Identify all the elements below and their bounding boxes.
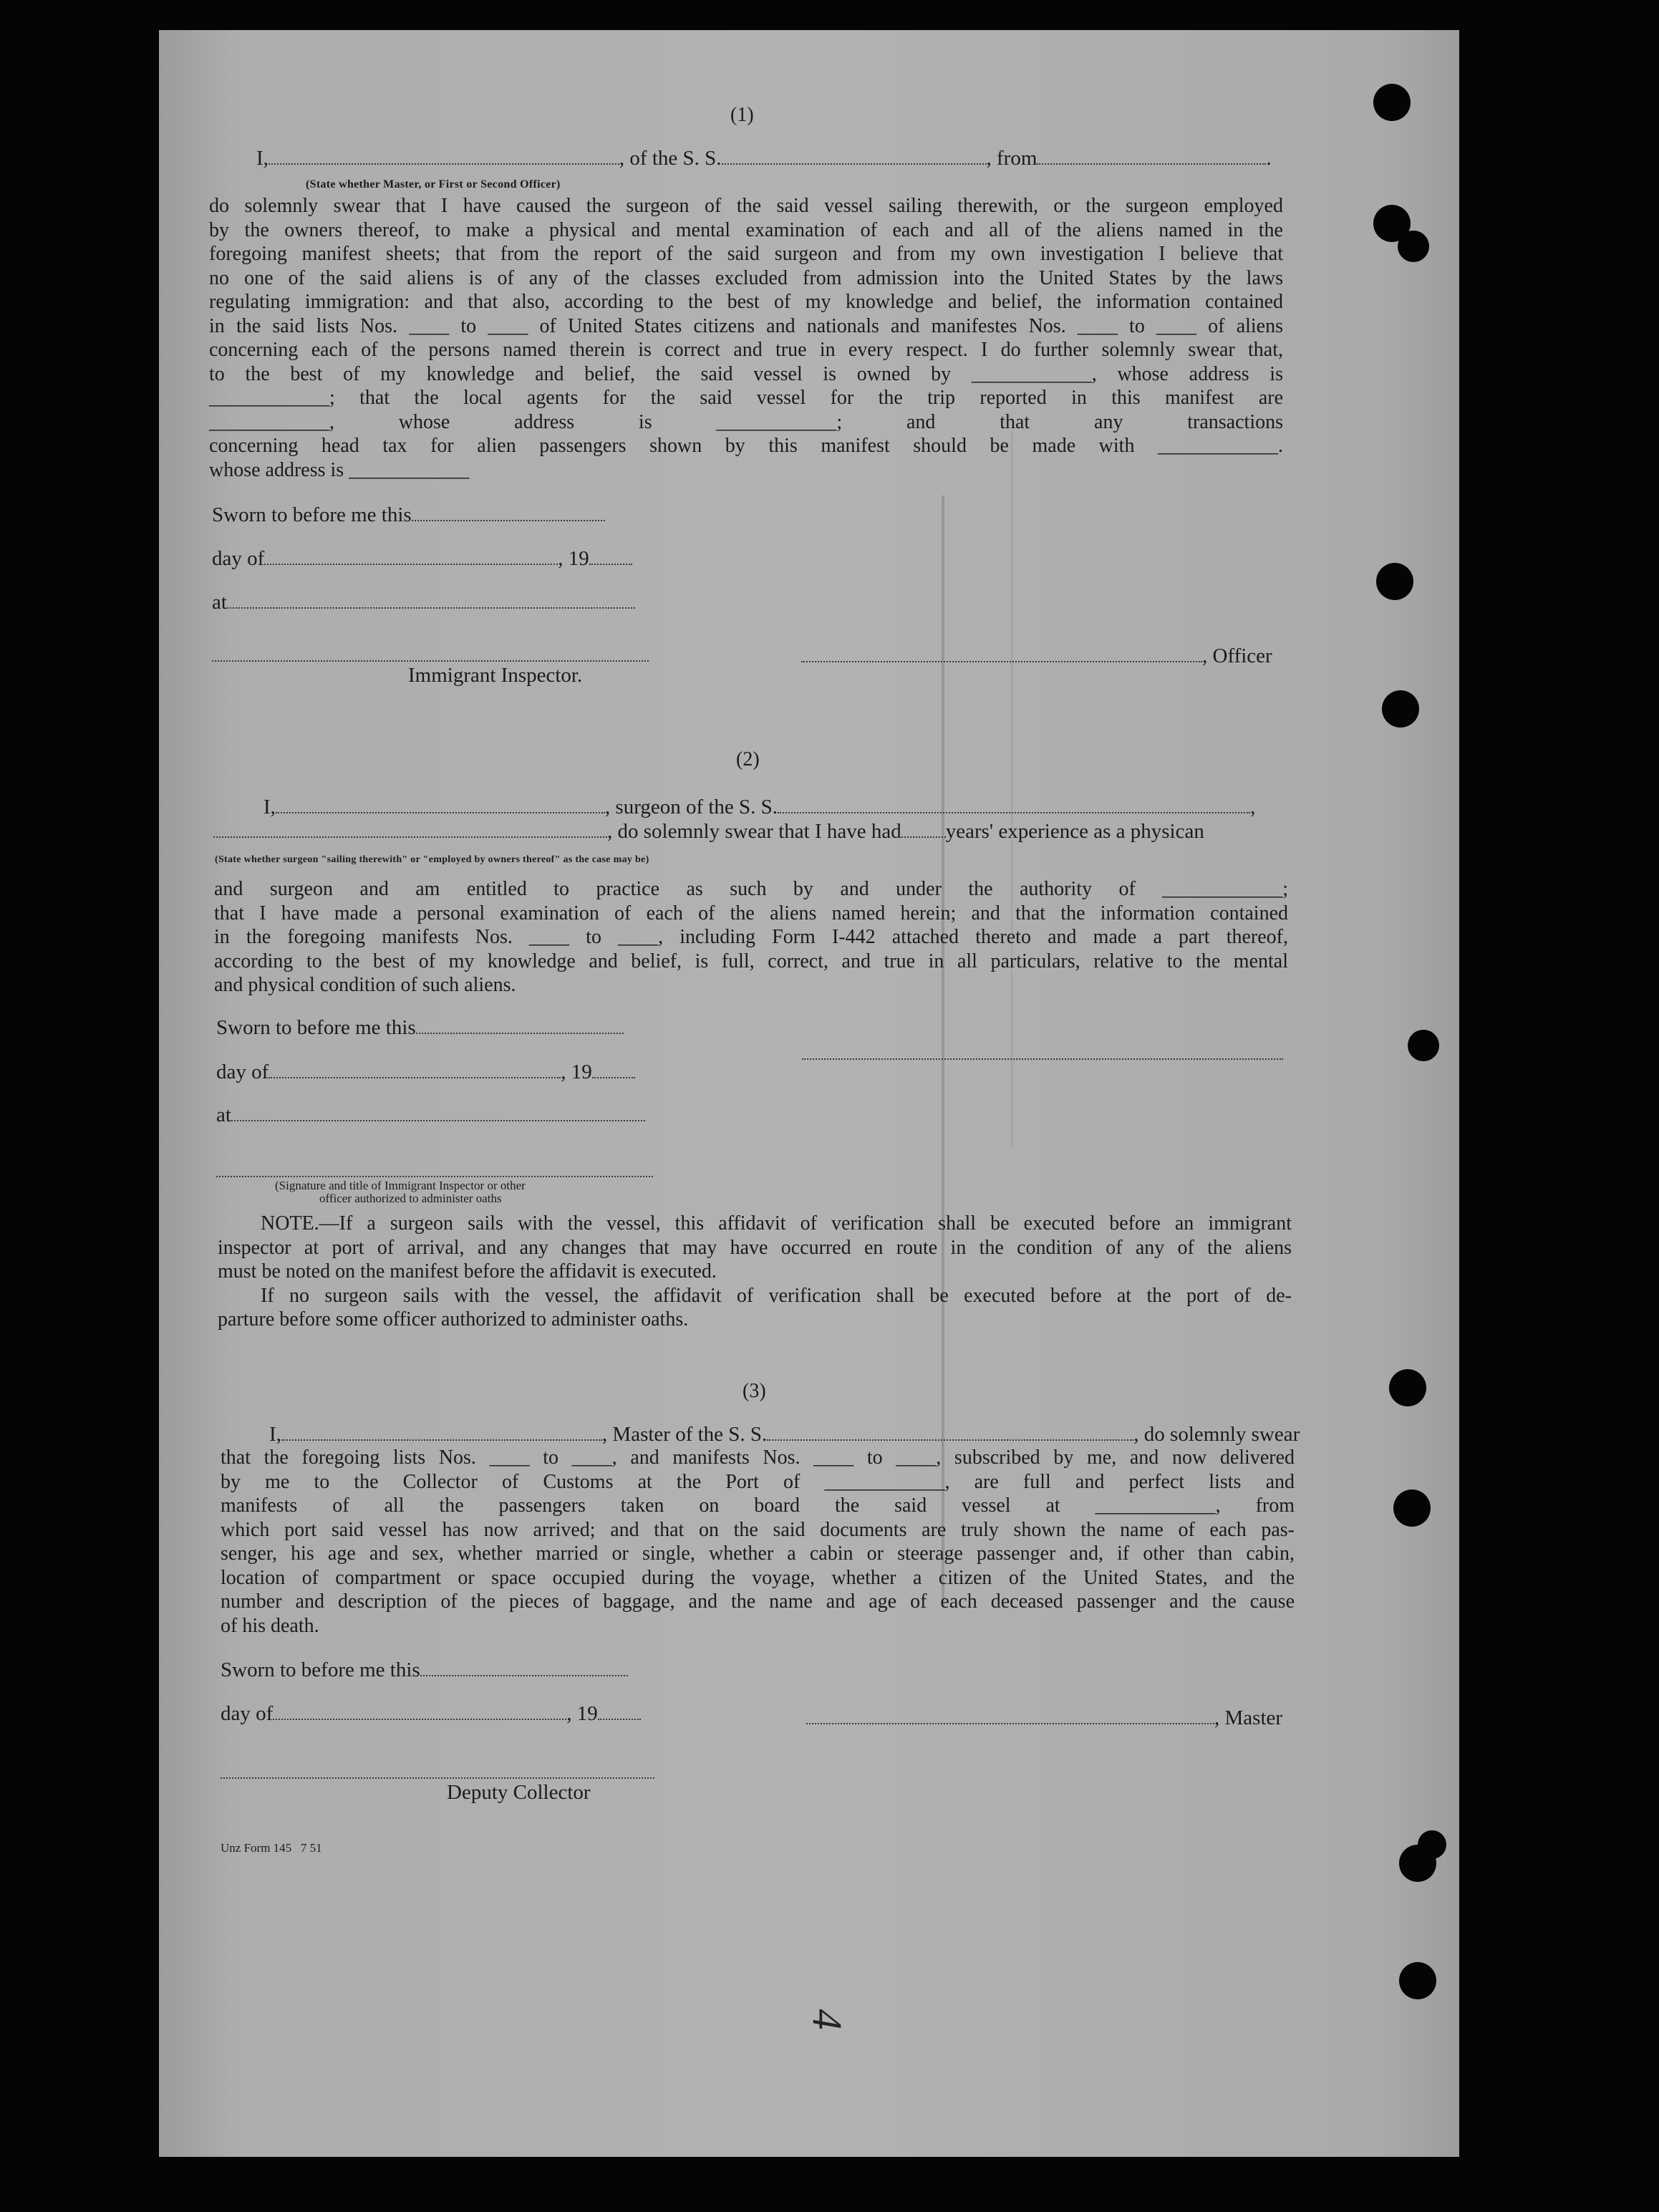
pronoun-i: I,	[256, 147, 269, 170]
section-3-number: (3)	[743, 1380, 766, 1402]
month-field[interactable]	[273, 1703, 566, 1720]
day-of-line	[212, 546, 632, 571]
master-signature-field[interactable]	[806, 1707, 1214, 1724]
month-field[interactable]	[269, 1061, 561, 1078]
paragraph-line: in the foregoing manifests Nos. ____ to ____, including Form I-442 attached thereto and made a part thereof,	[214, 926, 1288, 948]
master-signature	[806, 1706, 1282, 1730]
year-prefix: , 19	[561, 1061, 592, 1083]
paragraph-line: regulating immigration: and that also, according to the best of my knowledge and belief, the information contained	[209, 291, 1283, 313]
punch-hole	[1408, 1030, 1439, 1061]
officer-signature-field[interactable]	[801, 645, 1202, 662]
sworn-text: Sworn to before me this	[216, 1016, 416, 1039]
month-field[interactable]	[264, 548, 558, 565]
master-name-field[interactable]	[281, 1424, 602, 1441]
vessel-name-field[interactable]	[778, 796, 1250, 813]
master-label: , Master	[1214, 1706, 1283, 1729]
punch-hole	[1398, 231, 1429, 262]
sworn-label	[212, 503, 605, 527]
paragraph-line: manifests of all the passengers taken on board the said vessel at ____________, from	[221, 1494, 1295, 1517]
note-line: If no surgeon sails with the vessel, the affidavit of verification shall be executed before at the port of de-	[261, 1284, 1292, 1307]
paragraph-line: which port said vessel has now arrived; and that on the said documents are truly shown the name of each pas-	[221, 1518, 1295, 1541]
day-of-text: day of	[221, 1702, 274, 1725]
paragraph-line: to the best of my knowledge and belief, the said vessel is owned by ____________, whose address is	[209, 362, 1283, 385]
day-of-text: day of	[212, 547, 265, 570]
sworn-day-field[interactable]	[420, 1659, 628, 1676]
paragraph-line: and physical condition of such aliens.	[214, 974, 516, 996]
note-line: parture before some officer authorized to administer oaths.	[218, 1308, 689, 1330]
paragraph-line: foregoing manifest sheets; that from the report of the said surgeon and from my own investigation I believe that	[209, 243, 1283, 265]
punch-hole	[1382, 690, 1419, 728]
comma: ,	[1250, 796, 1256, 818]
swear-text: , do solemnly swear that I have had	[607, 820, 901, 843]
paragraph-line: of his death.	[221, 1614, 319, 1637]
swear-text: , do solemnly swear	[1133, 1423, 1300, 1446]
at-line	[212, 590, 635, 614]
day-of-text: day of	[216, 1061, 269, 1083]
officer-signature	[801, 644, 1272, 668]
at-text: at	[212, 591, 227, 614]
year-field[interactable]	[598, 1703, 641, 1720]
deputy-signature-line[interactable]	[221, 1776, 654, 1779]
note-line: inspector at port of arrival, and any changes that may have occurred en route in the condition of any of the aliens	[218, 1236, 1292, 1259]
sworn-day-field[interactable]	[416, 1017, 624, 1034]
inspector-signature-line[interactable]	[216, 1174, 653, 1177]
day-of-line	[221, 1701, 641, 1726]
vessel-name-field[interactable]	[722, 148, 987, 165]
paragraph-line: according to the best of my knowledge and belief, is full, correct, and true in all particulars, relative to the mental	[214, 950, 1288, 972]
inspector-signature-line[interactable]	[212, 659, 649, 662]
place-field[interactable]	[231, 1104, 645, 1121]
note-line: must be noted on the manifest before the affidavit is executed.	[218, 1260, 717, 1283]
sworn-day-field[interactable]	[412, 504, 605, 521]
master-of-ss-label: , Master of the S. S.	[601, 1423, 768, 1446]
sworn-text: Sworn to before me this	[221, 1658, 420, 1681]
experience-text: years' experience as a physican	[945, 820, 1204, 843]
at-line	[216, 1103, 645, 1127]
paragraph-line: ____________; that the local agents for the said vessel for the trip reported in this manifest are	[209, 387, 1283, 409]
paragraph-line: senger, his age and sex, whether married or single, whether a cabin or steerage passenger and, if other than cabin,	[221, 1542, 1295, 1565]
sworn-label	[216, 1015, 624, 1040]
paragraph-line: that the foregoing lists Nos. ____ to ____, and manifests Nos. ____ to ____, subscribed by me, and now delivered	[221, 1447, 1295, 1469]
year-field[interactable]	[592, 1061, 635, 1078]
section-2-paragraph	[214, 877, 1288, 998]
punch-hole	[1418, 1830, 1446, 1859]
section-1-number: (1)	[730, 104, 754, 126]
section-2-line1	[263, 795, 1255, 819]
signature-caption-1: (Signature and title of Immigrant Inspector or other	[275, 1179, 526, 1192]
surgeon-type-field[interactable]	[213, 821, 607, 838]
punch-hole	[1399, 1962, 1436, 1999]
paragraph-line: whose address is ____________	[209, 458, 470, 481]
form-number: Unz Form 145 7 51	[221, 1841, 322, 1855]
day-of-line	[216, 1060, 635, 1084]
surgeon-signature-line[interactable]	[802, 1057, 1283, 1060]
paragraph-line: ____________, whose address is ____________; and that any transactions	[209, 410, 1283, 433]
paragraph-line: and surgeon and am entitled to practice as such by and under the authority of ____________;	[214, 878, 1288, 900]
place-field[interactable]	[227, 591, 635, 609]
pronoun-i: I,	[269, 1423, 281, 1446]
section-1-line1: I, , of the S. S. , from .	[256, 147, 1272, 170]
inspector-title: Immigrant Inspector.	[408, 664, 583, 687]
at-text: at	[216, 1103, 231, 1126]
years-field[interactable]	[901, 821, 946, 838]
from-port-field[interactable]	[1037, 148, 1266, 165]
note-line: NOTE.—If a surgeon sails with the vessel, this affidavit of verification shall be executed before an immigrant	[261, 1212, 1292, 1235]
officer-rank-note: (State whether Master, or First or Second Officer)	[306, 178, 561, 190]
paragraph-line: no one of the said aliens is of any of the classes excluded from admission into the United States by the laws	[209, 266, 1283, 289]
paragraph-line: number and description of the pieces of baggage, and the name and age of each deceased passenger and the cause	[221, 1590, 1295, 1613]
section-3-line1	[269, 1422, 1300, 1447]
paragraph-line: that I have made a personal examination of each of the aliens named herein; and that the information contained	[214, 902, 1288, 924]
year-prefix: , 19	[566, 1702, 598, 1725]
officer-rank-field[interactable]	[269, 148, 619, 165]
bleed-through-line	[1011, 431, 1012, 1147]
paragraph-line: concerning each of the persons named therein is correct and true in every respect. I do further solemnly swear that,	[209, 339, 1283, 361]
paragraph-line: concerning head tax for alien passengers shown by this manifest should be made with ____________.	[209, 435, 1283, 457]
signature-caption-2: officer authorized to administer oaths	[319, 1192, 502, 1205]
deputy-collector-title: Deputy Collector	[447, 1781, 591, 1804]
paragraph-line: do solemnly swear that I have caused the surgeon of the said vessel sailing therewith, or the surgeon employed	[209, 195, 1283, 217]
year-field[interactable]	[589, 548, 632, 565]
punch-hole	[1373, 84, 1411, 121]
year-prefix: , 19	[558, 547, 589, 570]
punch-hole	[1389, 1369, 1426, 1406]
sworn-label	[221, 1658, 628, 1682]
paragraph-line: by the owners thereof, to make a physical and mental examination of each and all of the aliens named in the	[209, 218, 1283, 241]
paragraph-line: by me to the Collector of Customs at the Port of ____________, are full and perfect lists and	[221, 1470, 1295, 1493]
paragraph-line: location of compartment or space occupied during the voyage, whether a citizen of the United States, and the	[221, 1566, 1295, 1589]
document-page	[159, 30, 1459, 2157]
vessel-name-field[interactable]	[767, 1424, 1133, 1441]
section-3-paragraph	[221, 1446, 1295, 1638]
sworn-text: Sworn to before me this	[212, 503, 412, 526]
section-1-paragraph	[209, 194, 1283, 482]
punch-hole	[1393, 1489, 1431, 1527]
surgeon-name-field[interactable]	[276, 796, 605, 813]
from-label: , from	[986, 147, 1038, 170]
paragraph-line: in the said lists Nos. ____ to ____ of United States citizens and nationals and manifestes Nos. ____ to ____ of aliens	[209, 314, 1283, 337]
officer-label: , Officer	[1202, 644, 1272, 667]
surgeon-of-ss-label: , surgeon of the S. S.	[604, 796, 778, 818]
section-2-number: (2)	[736, 748, 760, 771]
handwritten-page-mark: 4	[803, 2009, 851, 2030]
section-2-line2	[213, 819, 1204, 844]
of-ss-label: , of the S. S.	[619, 147, 722, 170]
surgeon-type-note: (State whether surgeon "sailing therewith" or "employed by owners thereof" as the case may be)	[215, 854, 649, 865]
pronoun-i: I,	[263, 796, 276, 818]
punch-hole	[1376, 563, 1413, 600]
note-paragraph	[218, 1212, 1292, 1332]
